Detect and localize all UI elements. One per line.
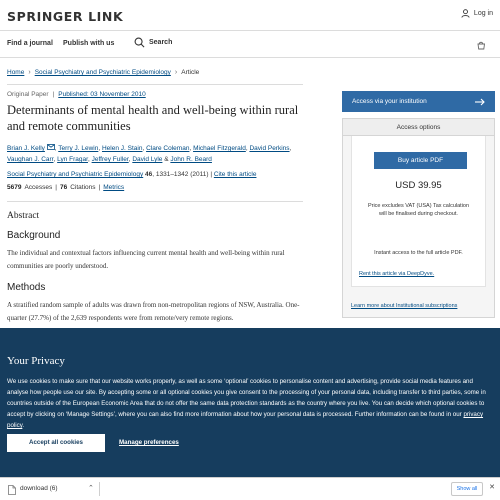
search-icon <box>134 37 145 48</box>
accept-cookies-button[interactable]: Accept all cookies <box>7 434 105 452</box>
breadcrumb-journal[interactable]: Social Psychiatry and Psychiatric Epidemiology <box>34 69 171 76</box>
springer-link-logo[interactable]: SPRINGER LINK <box>7 9 124 24</box>
access-institution-label: Access via your institution <box>352 98 427 105</box>
access-options-heading: Access options <box>343 119 494 136</box>
cart-button[interactable] <box>476 38 486 56</box>
background-text: The individual and contextual factors influencing current mental health and well-being within rural communities are poorly understood. <box>7 249 285 270</box>
login-label: Log in <box>473 10 493 17</box>
privacy-end: . <box>22 422 25 429</box>
author-link[interactable]: David Lyle <box>132 156 163 163</box>
published-date-link[interactable]: Published: 03 November 2010 <box>58 91 146 98</box>
journal-link[interactable]: Social Psychiatry and Psychiatric Epidemiology <box>7 171 144 178</box>
breadcrumb <box>7 69 199 76</box>
privacy-policy-link[interactable]: privacy policy <box>7 411 484 429</box>
show-all-button[interactable]: Show all <box>451 482 483 496</box>
manage-preferences-link[interactable]: Manage preferences <box>119 439 179 446</box>
metrics-link[interactable]: Metrics <box>103 184 125 191</box>
author-link[interactable]: Lyn Fragar <box>57 156 88 163</box>
accesses-label: Accesses <box>24 184 53 191</box>
author-link[interactable]: Terry J. Lewin <box>58 145 99 152</box>
methods-text: A stratified random sample of adults was drawn from non-metropolitan regions of NSW, Australia. One-quarter (27.7%) of the 2,639 respondents were from remote/very remote regions. <box>7 301 300 322</box>
close-icon[interactable]: ✕ <box>489 484 495 491</box>
publish-link[interactable]: Publish with us <box>63 40 115 47</box>
login-link[interactable] <box>461 9 493 18</box>
author-link[interactable]: Jeffrey Fuller <box>91 156 129 163</box>
price-note: Price excludes VAT (USA) Tax calculation will be finalised during checkout. <box>367 203 470 217</box>
meta-separator: | <box>210 171 214 178</box>
cart-icon <box>476 41 486 51</box>
find-journal-link[interactable]: Find a journal <box>7 40 53 47</box>
accesses-count: 5679 <box>7 184 22 191</box>
access-institution-button[interactable] <box>342 91 495 112</box>
site-header <box>0 0 500 31</box>
divider <box>7 201 303 202</box>
divider <box>99 482 100 496</box>
search-button[interactable] <box>134 37 172 48</box>
author-link[interactable]: Brian J. Kelly <box>7 145 45 152</box>
download-shelf <box>0 477 500 500</box>
abstract-section <box>7 211 303 325</box>
divider <box>7 84 303 85</box>
rent-deepdyve-link[interactable]: Rent this article via DeepDyve. <box>359 271 435 277</box>
access-options-box <box>342 118 495 318</box>
article-main <box>7 91 303 191</box>
arrow-right-icon <box>475 98 485 106</box>
main-nav <box>0 31 500 58</box>
institutional-subscriptions-link[interactable]: Learn more about Institutional subscriptions <box>351 303 458 309</box>
buy-article-panel <box>351 136 486 287</box>
journal-volume: 46 <box>145 171 153 178</box>
file-icon <box>8 485 16 495</box>
cite-link[interactable]: Cite this article <box>213 171 257 178</box>
background-heading: Background <box>7 230 61 241</box>
chevron-up-icon[interactable]: ⌃ <box>88 485 94 492</box>
breadcrumb-current: Article <box>181 69 200 76</box>
article-stats <box>7 184 303 191</box>
cookie-banner <box>0 328 500 477</box>
author-link[interactable]: Michael Fitzgerald <box>193 145 246 152</box>
chevron-right-icon: › <box>174 69 178 76</box>
author-link[interactable]: David Perkins <box>249 145 290 152</box>
privacy-text <box>7 376 495 431</box>
citations-label: Citations <box>70 184 96 191</box>
privacy-title: Your Privacy <box>7 355 65 367</box>
methods-heading: Methods <box>7 282 46 293</box>
author-link[interactable]: Helen J. Stain <box>101 145 143 152</box>
citations-count: 76 <box>60 184 68 191</box>
author-link[interactable]: Vaughan J. Carr <box>7 156 54 163</box>
article-type: Original Paper <box>7 91 49 98</box>
buy-article-button[interactable]: Buy article PDF <box>374 152 467 169</box>
article-meta <box>7 91 303 98</box>
breadcrumb-home[interactable]: Home <box>7 69 25 76</box>
author-link[interactable]: John R. Beard <box>170 156 212 163</box>
journal-pages: , 1331–1342 (2011) <box>152 171 209 178</box>
download-item[interactable]: download (6) <box>20 485 58 492</box>
chevron-right-icon: › <box>28 69 31 76</box>
meta-separator: | <box>52 91 55 98</box>
author-link[interactable]: Clare Coleman <box>146 145 190 152</box>
instant-access-note: Instant access to the full article PDF. <box>374 250 463 256</box>
article-title: Determinants of mental health and well-being within rural and remote communities <box>7 103 299 133</box>
user-icon <box>461 9 470 18</box>
abstract-heading: Abstract <box>7 211 40 221</box>
author-list: Brian J. Kelly , Terry J. Lewin, Helen J. Stain, Clare Coleman, Michael Fitzgerald, David Perkins, Vaughan J. Carr, Lyn Fragar, Jeffrey Fuller, David Lyle & John R. Beard <box>7 145 292 163</box>
search-label: Search <box>149 39 173 46</box>
meta-separator: | <box>55 184 57 191</box>
article-price: USD 39.95 <box>395 180 442 191</box>
mail-icon[interactable] <box>47 144 55 150</box>
privacy-body: We use cookies to make sure that our website works properly, as well as some ‘optional’ cookies to personalise content and advertising, provide social media features and analyse how people use our site. By accepting some or all optional cookies you give consent to the processing of your personal data, including transfer to third parties, some in countries outside of the European Economic Area that do not offer the same data protection standards as the country where you live. You can decide which optional cookies to accept by clicking on ‘Manage Settings’, where you can also find more information about how your personal data is processed. Further information can be found in our <box>7 378 486 418</box>
journal-info <box>7 171 303 178</box>
meta-separator: | <box>98 184 101 191</box>
